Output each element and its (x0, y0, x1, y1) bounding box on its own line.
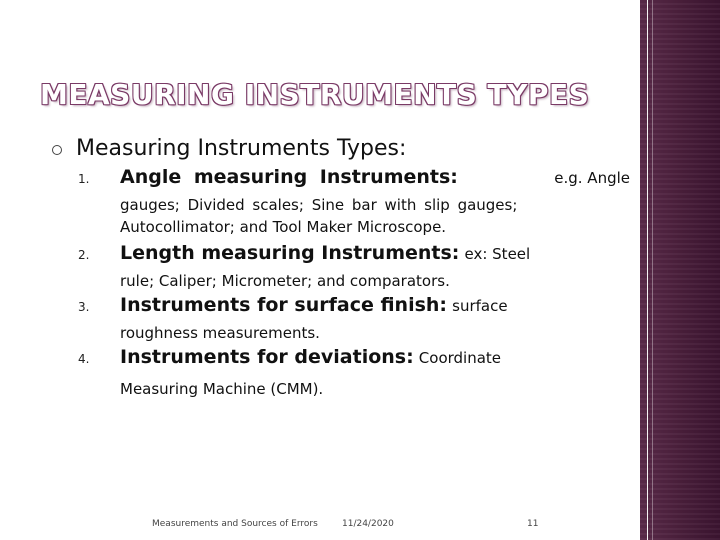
item-lead: Instruments for surface finish: (120, 294, 448, 316)
circle-bullet-icon (52, 145, 62, 155)
item-continuation: rule; Caliper; Micrometer; and comparators. (120, 272, 450, 290)
main-bullet (52, 136, 406, 161)
item-continuation: roughness measurements. (120, 324, 320, 342)
item-tail: e.g. Angle (554, 169, 630, 187)
item-number: 2. (78, 248, 90, 262)
item-tail: surface (452, 297, 508, 315)
item-continuation: Autocollimator; and Tool Maker Microscope. (120, 218, 447, 236)
item-tail: Coordinate (418, 349, 502, 367)
footer-date: 11/24/2020 (342, 519, 394, 529)
side-band-divider-thin (652, 0, 653, 540)
slide-number: 11 (527, 519, 539, 529)
item-number: 1. (78, 172, 90, 186)
item-heading-line (120, 346, 501, 368)
item-heading-line (120, 242, 530, 264)
item-heading-line (120, 294, 508, 316)
item-continuation: Measuring Machine (CMM). (120, 380, 324, 398)
main-bullet-text: Measuring Instruments Types: (76, 136, 407, 161)
item-lead: Length measuring Instruments: (120, 242, 460, 264)
item-heading-line (120, 166, 630, 188)
item-number: 3. (78, 300, 90, 314)
item-continuation: gauges; Divided scales; Sine bar with slip gauges; (120, 196, 518, 214)
item-tail: ex: Steel (464, 245, 531, 263)
item-lead: Instruments for deviations: (120, 346, 414, 368)
item-number: 4. (78, 352, 90, 366)
item-lead: Angle measuring Instruments: (120, 166, 458, 188)
slide-title: MEASURING INSTRUMENTS TYPES (40, 78, 590, 111)
side-band-divider (647, 0, 648, 540)
footer-title: Measurements and Sources of Errors (152, 519, 318, 529)
